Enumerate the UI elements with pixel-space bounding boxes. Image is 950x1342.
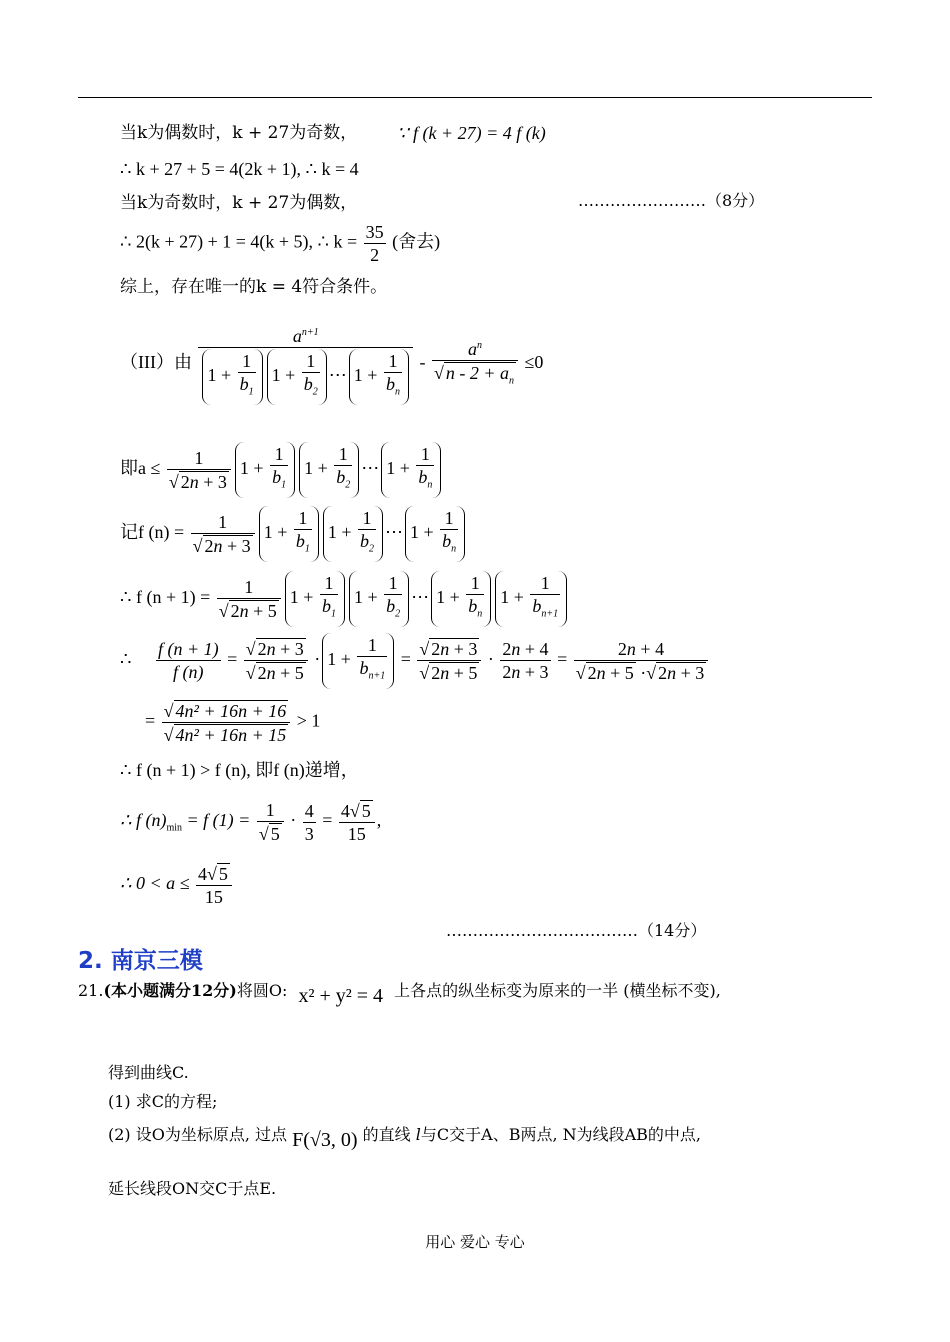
score-14: ………………………………（14分） (446, 921, 707, 940)
math-line: ∵ f (k + 27) = 4 f (k) (397, 123, 546, 143)
math-line: ∴ f $(n)_{min} = f$ (1) = $\frac{1}{√ 5}$ · $\frac{4}{3}$ = $\frac{4√ 5}{15}$ , (120, 800, 382, 844)
problem-q1: (1) 求C的方程; (108, 1092, 218, 1111)
math-line: 即a ≤ $\frac{1}{√ 2n + 3}$ 1 + $\frac{1}{b_1}$ 1 + $\frac{1}{b_2}$ ⋯ 1 + $\frac{1}{b_n}$ (120, 442, 443, 498)
math-line: ∴ f (n + 1) > f (n), 即f (n)递增， (120, 760, 359, 780)
math-line: 记f (n) = $\frac{1}{√ 2n + 3}$ 1 + $\frac{1}{b_1}$ 1 + $\frac{1}{b_2}$ ⋯ 1 + $\frac{1}{b_n}$ (120, 506, 467, 562)
problem-line: 得到曲线C. (108, 1063, 189, 1082)
math-line: （III）由 $a^{n+1}$ 1 + $\frac{1}{b_1}$ 1 + $\frac{1}{b_2}$ ⋯ 1 + $\frac{1}{b_n}$ - $\frac{a^n}{√ n - 2 + a_n}$ ≤0 (120, 323, 543, 405)
math-line: ∴ 0 < a ≤ $\frac{4√ 5}{15}$ (120, 863, 234, 907)
math-line: ∴ k + 27 + 5 = 4(2k + 1), ∴ k = 4 (120, 159, 359, 179)
problem-q2: (2) 设O为坐标原点, 过点 F(√3, 0) 的直线 l与C交于A、B两点, N为线段AB的中点, (108, 1125, 702, 1151)
footer: 用心 爱心 专心 (425, 1233, 525, 1251)
text-line: 当k为奇数时，k + 27为偶数， (120, 193, 358, 213)
text-line: 综上，存在唯一的k = 4符合条件。 (120, 277, 388, 297)
header-rule (78, 97, 872, 98)
problem-line: 21.(本小题满分12分)将圆O: x² + y² = 4 上各点的纵坐标变为原来的一半 (横坐标不变), (78, 981, 721, 1007)
score-8: ……………………（8分） (578, 191, 765, 210)
section-title: 2. 南京三模 (78, 948, 203, 974)
math-line: ∴ 2(k + 27) + 1 = 4(k + 5), ∴ k = $\frac{35}{2}$ (舍去) (120, 222, 441, 265)
math-line: = $\frac{\text{√ 4n² + 16n + 16}}{\text{√ 4n² + 16n + 15}}$ > 1 (145, 701, 321, 745)
math-line: ∴ $\frac{f (n + 1)}{f (n)}$ = $\frac{√ 2n + 3}{√ 2n + 5}$ · 1 + $\frac{1}{b_{n+1}}$ = $\frac{√ 2n + 3}{√ 2n + 5}$ · $\frac{2n + 4}{2n + 3}$ = $\frac{2n + 4}{√ 2n + 5 \cdot√ 2n + 3}$ (120, 633, 710, 689)
math-line: ∴ f (n + 1) = $\frac{1}{√ 2n + 5}$ 1 + $\frac{1}{b_1}$ 1 + $\frac{1}{b_2}$ ⋯ 1 + $\frac{1}{b_n}$ 1 + $\frac{1}{b_{n+1}}$ (120, 571, 569, 627)
problem-line: 延长线段ON交C于点E. (108, 1179, 277, 1198)
text-line: 当k为偶数时，k + 27为奇数， (120, 123, 358, 143)
